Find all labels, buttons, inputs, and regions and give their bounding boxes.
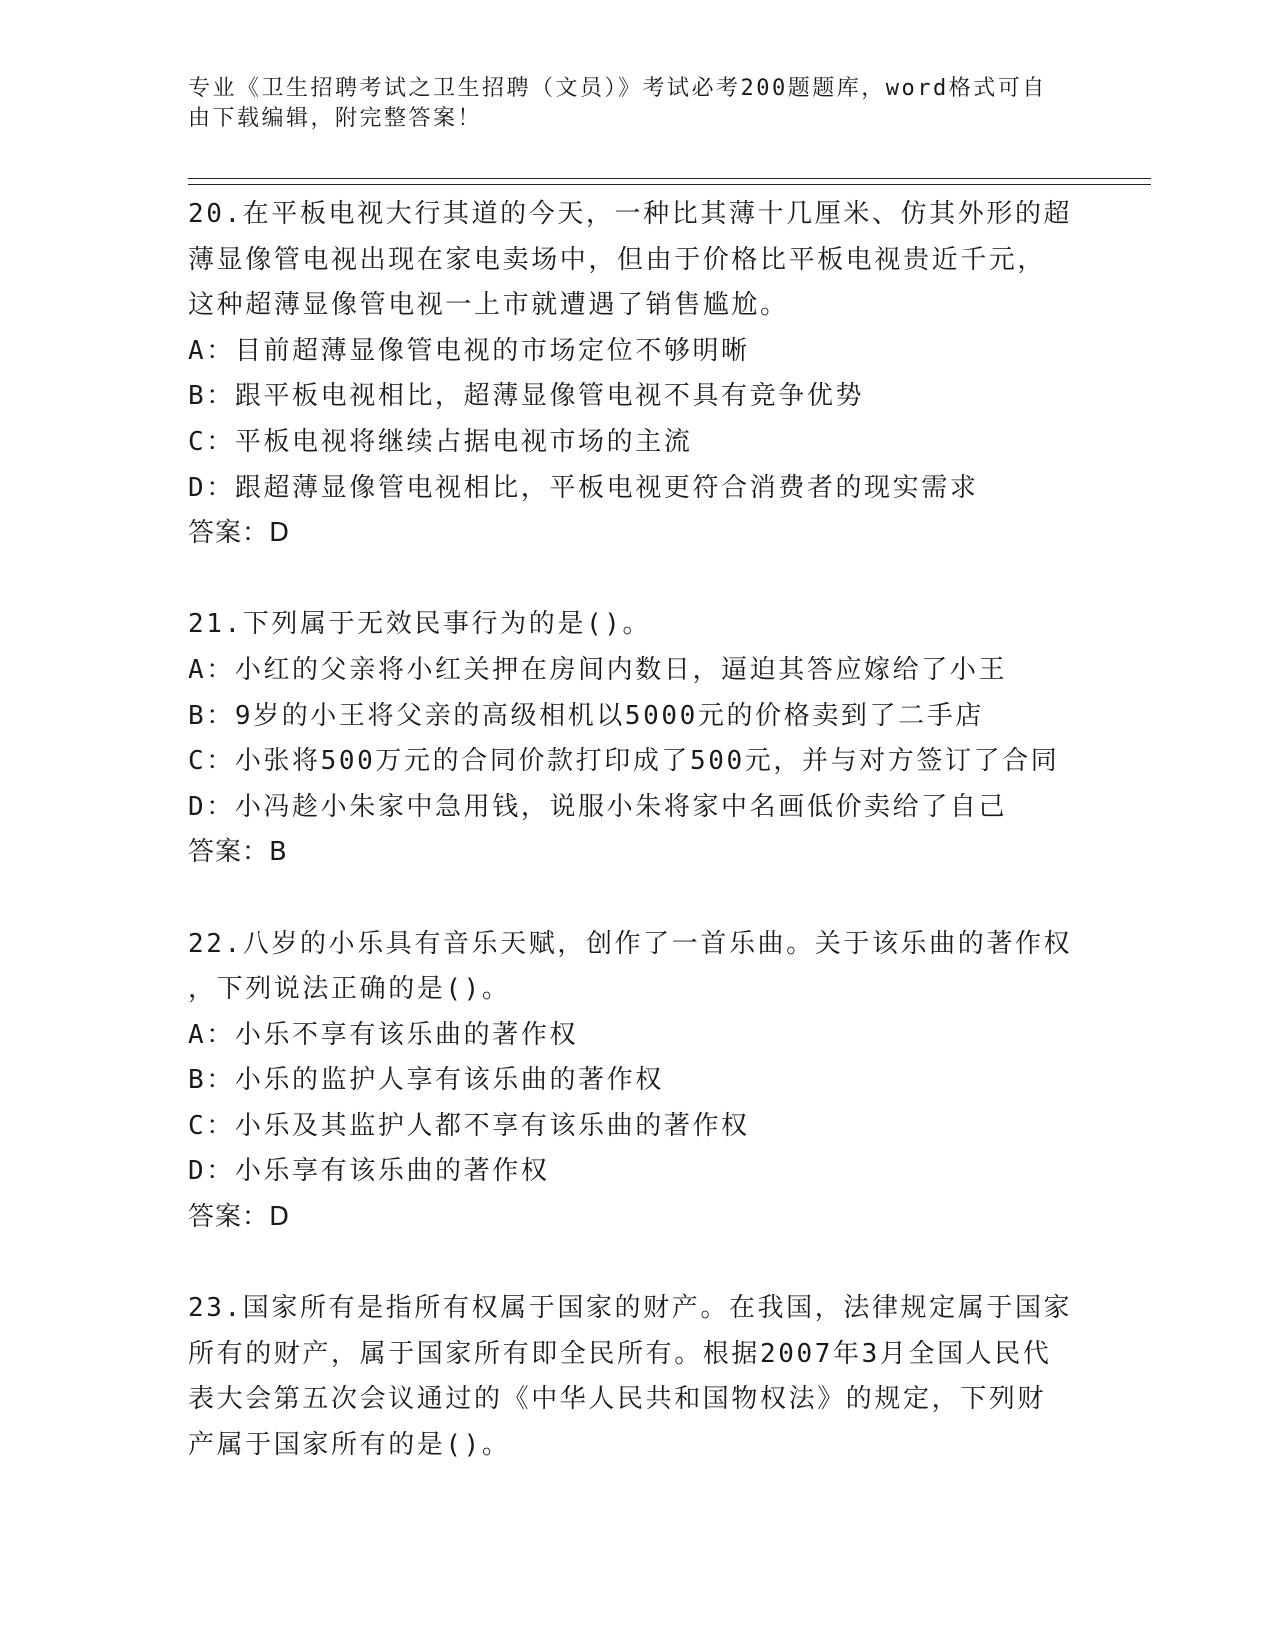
option-a: A：目前超薄显像管电视的市场定位不够明晰	[188, 335, 750, 366]
question-stem-line: 22.八岁的小乐具有音乐天赋，创作了一首乐曲。关于该乐曲的著作权	[188, 928, 1073, 959]
question-21	[188, 602, 1088, 876]
question-stem-line: 这种超薄显像管电视一上市就遭遇了销售尴尬。	[188, 290, 789, 321]
question-stem-line: ，下列说法正确的是()。	[188, 974, 511, 1005]
question-22	[188, 922, 1088, 1241]
question-23	[188, 1286, 1088, 1468]
option-c: C：小张将500万元的合同价款打印成了500元，并与对方签订了合同	[188, 746, 1060, 777]
question-spacer	[188, 876, 1088, 922]
option-d: D：小乐享有该乐曲的著作权	[188, 1156, 550, 1187]
option-b: B：跟平板电视相比，超薄显像管电视不具有竞争优势	[188, 381, 865, 412]
question-spacer	[188, 1241, 1088, 1287]
option-c: C：小乐及其监护人都不享有该乐曲的著作权	[188, 1110, 750, 1141]
question-stem-line: 薄显像管电视出现在家电卖场中，但由于价格比平板电视贵近千元，	[188, 244, 1047, 275]
question-stem-line: 表大会第五次会议通过的《中华人民共和国物权法》的规定，下列财	[188, 1384, 1047, 1415]
option-b: B：9岁的小王将父亲的高级相机以5000元的价格卖到了二手店	[188, 700, 984, 731]
option-a: A：小红的父亲将小红关押在房间内数日，逼迫其答应嫁给了小王	[188, 654, 1008, 685]
header-rule-top	[188, 178, 1151, 179]
question-spacer	[188, 557, 1088, 603]
answer-line: 答案：B	[188, 837, 288, 868]
option-d: D：跟超薄显像管电视相比，平板电视更符合消费者的现实需求	[188, 472, 979, 503]
option-c: C：平板电视将继续占据电视市场的主流	[188, 426, 693, 457]
option-a: A：小乐不享有该乐曲的著作权	[188, 1019, 579, 1050]
answer-line: 答案：D	[188, 1202, 291, 1233]
option-b: B：小乐的监护人享有该乐曲的著作权	[188, 1065, 664, 1096]
question-stem-line: 20.在平板电视大行其道的今天，一种比其薄十几厘米、仿其外形的超	[188, 199, 1073, 229]
question-stem-line: 产属于国家所有的是()。	[188, 1430, 511, 1461]
option-d: D：小冯趁小朱家中急用钱，说服小朱将家中名画低价卖给了自己	[188, 791, 1008, 822]
question-list	[188, 192, 1088, 1469]
question-stem-line: 23.国家所有是指所有权属于国家的财产。在我国，法律规定属于国家	[188, 1293, 1073, 1324]
header-rule-bottom	[188, 184, 1151, 185]
question-stem-line: 所有的财产，属于国家所有即全民所有。根据2007年3月全国人民代	[188, 1338, 1052, 1369]
question-stem-line: 21.下列属于无效民事行为的是()。	[188, 609, 652, 640]
answer-line: 答案：D	[188, 518, 291, 549]
document-header: 专业《卫生招聘考试之卫生招聘（文员）》考试必考200题题库，word格式可自由下载编辑，附完整答案！	[188, 76, 1047, 131]
question-20	[188, 192, 1088, 557]
